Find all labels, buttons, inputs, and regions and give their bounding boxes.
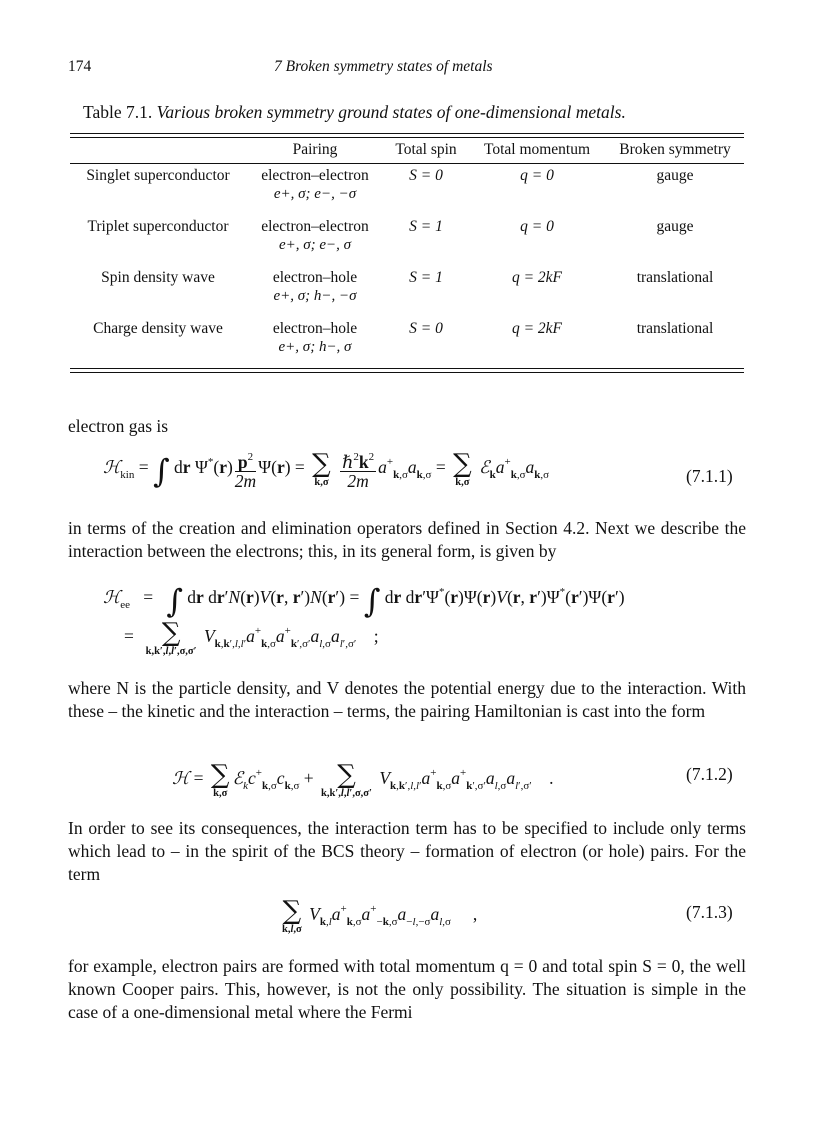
symmetry-table xyxy=(70,138,744,371)
row-name: Triplet superconductor xyxy=(87,218,229,235)
table-header-row xyxy=(70,138,744,163)
row-spin: S = 0 xyxy=(409,167,443,184)
row-spin: S = 1 xyxy=(409,218,443,235)
table-caption xyxy=(83,102,626,123)
row-pairing: electron–hole e+, σ; h−, −σ xyxy=(272,269,358,304)
col-header-pairing: Pairing xyxy=(292,141,338,158)
row-name: Singlet superconductor xyxy=(86,167,230,184)
table-row xyxy=(70,269,744,320)
equation-number: (7.1.2) xyxy=(686,764,733,784)
paragraph: In order to see its consequences, the interaction term has to be specified to include only terms which lead to – in the spirit of the BCS theory – formation of electron (or hole) pairs. For the term xyxy=(68,818,746,884)
paragraph: electron gas is xyxy=(68,416,169,436)
table-bottom-rule xyxy=(70,368,744,369)
row-pairing: electron–hole e+, σ; h−, σ xyxy=(272,320,358,355)
row-momentum: q = 0 xyxy=(520,218,554,235)
col-header-momentum: Total momentum xyxy=(483,141,591,158)
equation-number: (7.1.3) xyxy=(686,902,733,922)
table-row xyxy=(70,163,744,218)
table-caption-text: Various broken symmetry ground states of one-dimensional metals. xyxy=(156,102,626,122)
row-momentum: q = 0 xyxy=(520,167,554,184)
row-spin: S = 0 xyxy=(409,320,443,337)
paragraph: where N is the particle density, and V denotes the potential energy due to the interaction. With these – the kinetic and the interaction – terms, the pairing Hamiltonian is cast into the form xyxy=(68,678,746,721)
table-bottom-rule-2 xyxy=(70,372,744,373)
equation-interaction-line2: = ∑ k,k′,l,l′,σ,σ′ $V_{k,k',l,l'}a^+_{k,\sigma}a^+_{k',\sigma'}a_{l,\sigma}a_{l',\sigma'}$ ; xyxy=(124,618,379,657)
row-name: Spin density wave xyxy=(101,269,215,286)
running-head: 7 Broken symmetry states of metals xyxy=(274,58,493,75)
row-symmetry: gauge xyxy=(656,167,694,184)
row-symmetry: gauge xyxy=(656,218,694,235)
row-symmetry: translational xyxy=(636,320,714,337)
equation-7-1-1: ℋ$_{kin}$ = ∫ dr Ψ*(r) $\frac{p^2}{2m}$ Ψ(r) = ∑ k,σ $\frac{\hbar^2k^2}{2m}$ $a^+_{k,\sigma}a_{k,\sigma}$ = ∑ k,σ $ℰ_ka^+_{k,\sigma}a_{k,\sigma}$ xyxy=(103,449,550,491)
row-momentum: q = 2kF xyxy=(511,320,563,337)
equation-number: (7.1.1) xyxy=(686,466,733,486)
row-momentum: q = 2kF xyxy=(511,269,563,286)
col-header-symmetry: Broken symmetry xyxy=(619,141,731,158)
row-name: Charge density wave xyxy=(93,320,223,337)
table-top-rule xyxy=(70,133,744,134)
row-pairing: electron–electron e+, σ; e−, σ xyxy=(261,218,369,253)
paragraph: for example, electron pairs are formed with total momentum q = 0 and total spin S = 0, the well known Cooper pairs. This, however, is not the only possibility. The situation is simple in the case of a one-dimensional metal where the Fermi xyxy=(68,956,746,1022)
table-row xyxy=(70,218,744,269)
col-header xyxy=(70,138,246,163)
row-pairing: electron–electron e+, σ; e−, −σ xyxy=(261,167,369,202)
page-number: 174 xyxy=(68,58,92,75)
equation-7-1-3: ∑ k,l,σ $V_{k,l}a^+_{k,\sigma}a^+_{-k,\sigma}a_{-l,-\sigma}a_{l,\sigma}$ , xyxy=(282,896,478,935)
equation-7-1-2: ℋ = ∑ k,σ $ℰ_kc^+_{k,\sigma}c_{k,\sigma}$ + ∑ k,k′,l,l′,σ,σ′ $V_{k,k',l,l'}a^+_{k,\sigma}a^+_{k',\sigma'}a_{l,\sigma}a_{l',\sigma'}$ . xyxy=(172,760,554,799)
row-symmetry: translational xyxy=(636,269,714,286)
col-header-spin: Total spin xyxy=(395,141,457,158)
table-caption-label: Table 7.1. xyxy=(83,102,153,122)
row-spin: S = 1 xyxy=(409,269,443,286)
table-row xyxy=(70,320,744,371)
equation-interaction-line1: ℋ$_{ee}$ = ∫ dr dr′N(r)V(r, r′)N(r′) = ∫ dr dr′Ψ*(r)Ψ(r)V(r, r′)Ψ*(r′)Ψ(r′) xyxy=(103,582,625,620)
paragraph: in terms of the creation and elimination operators defined in Section 4.2. Next we describe the interaction between the electrons; this, in its general form, is given by xyxy=(68,518,746,561)
